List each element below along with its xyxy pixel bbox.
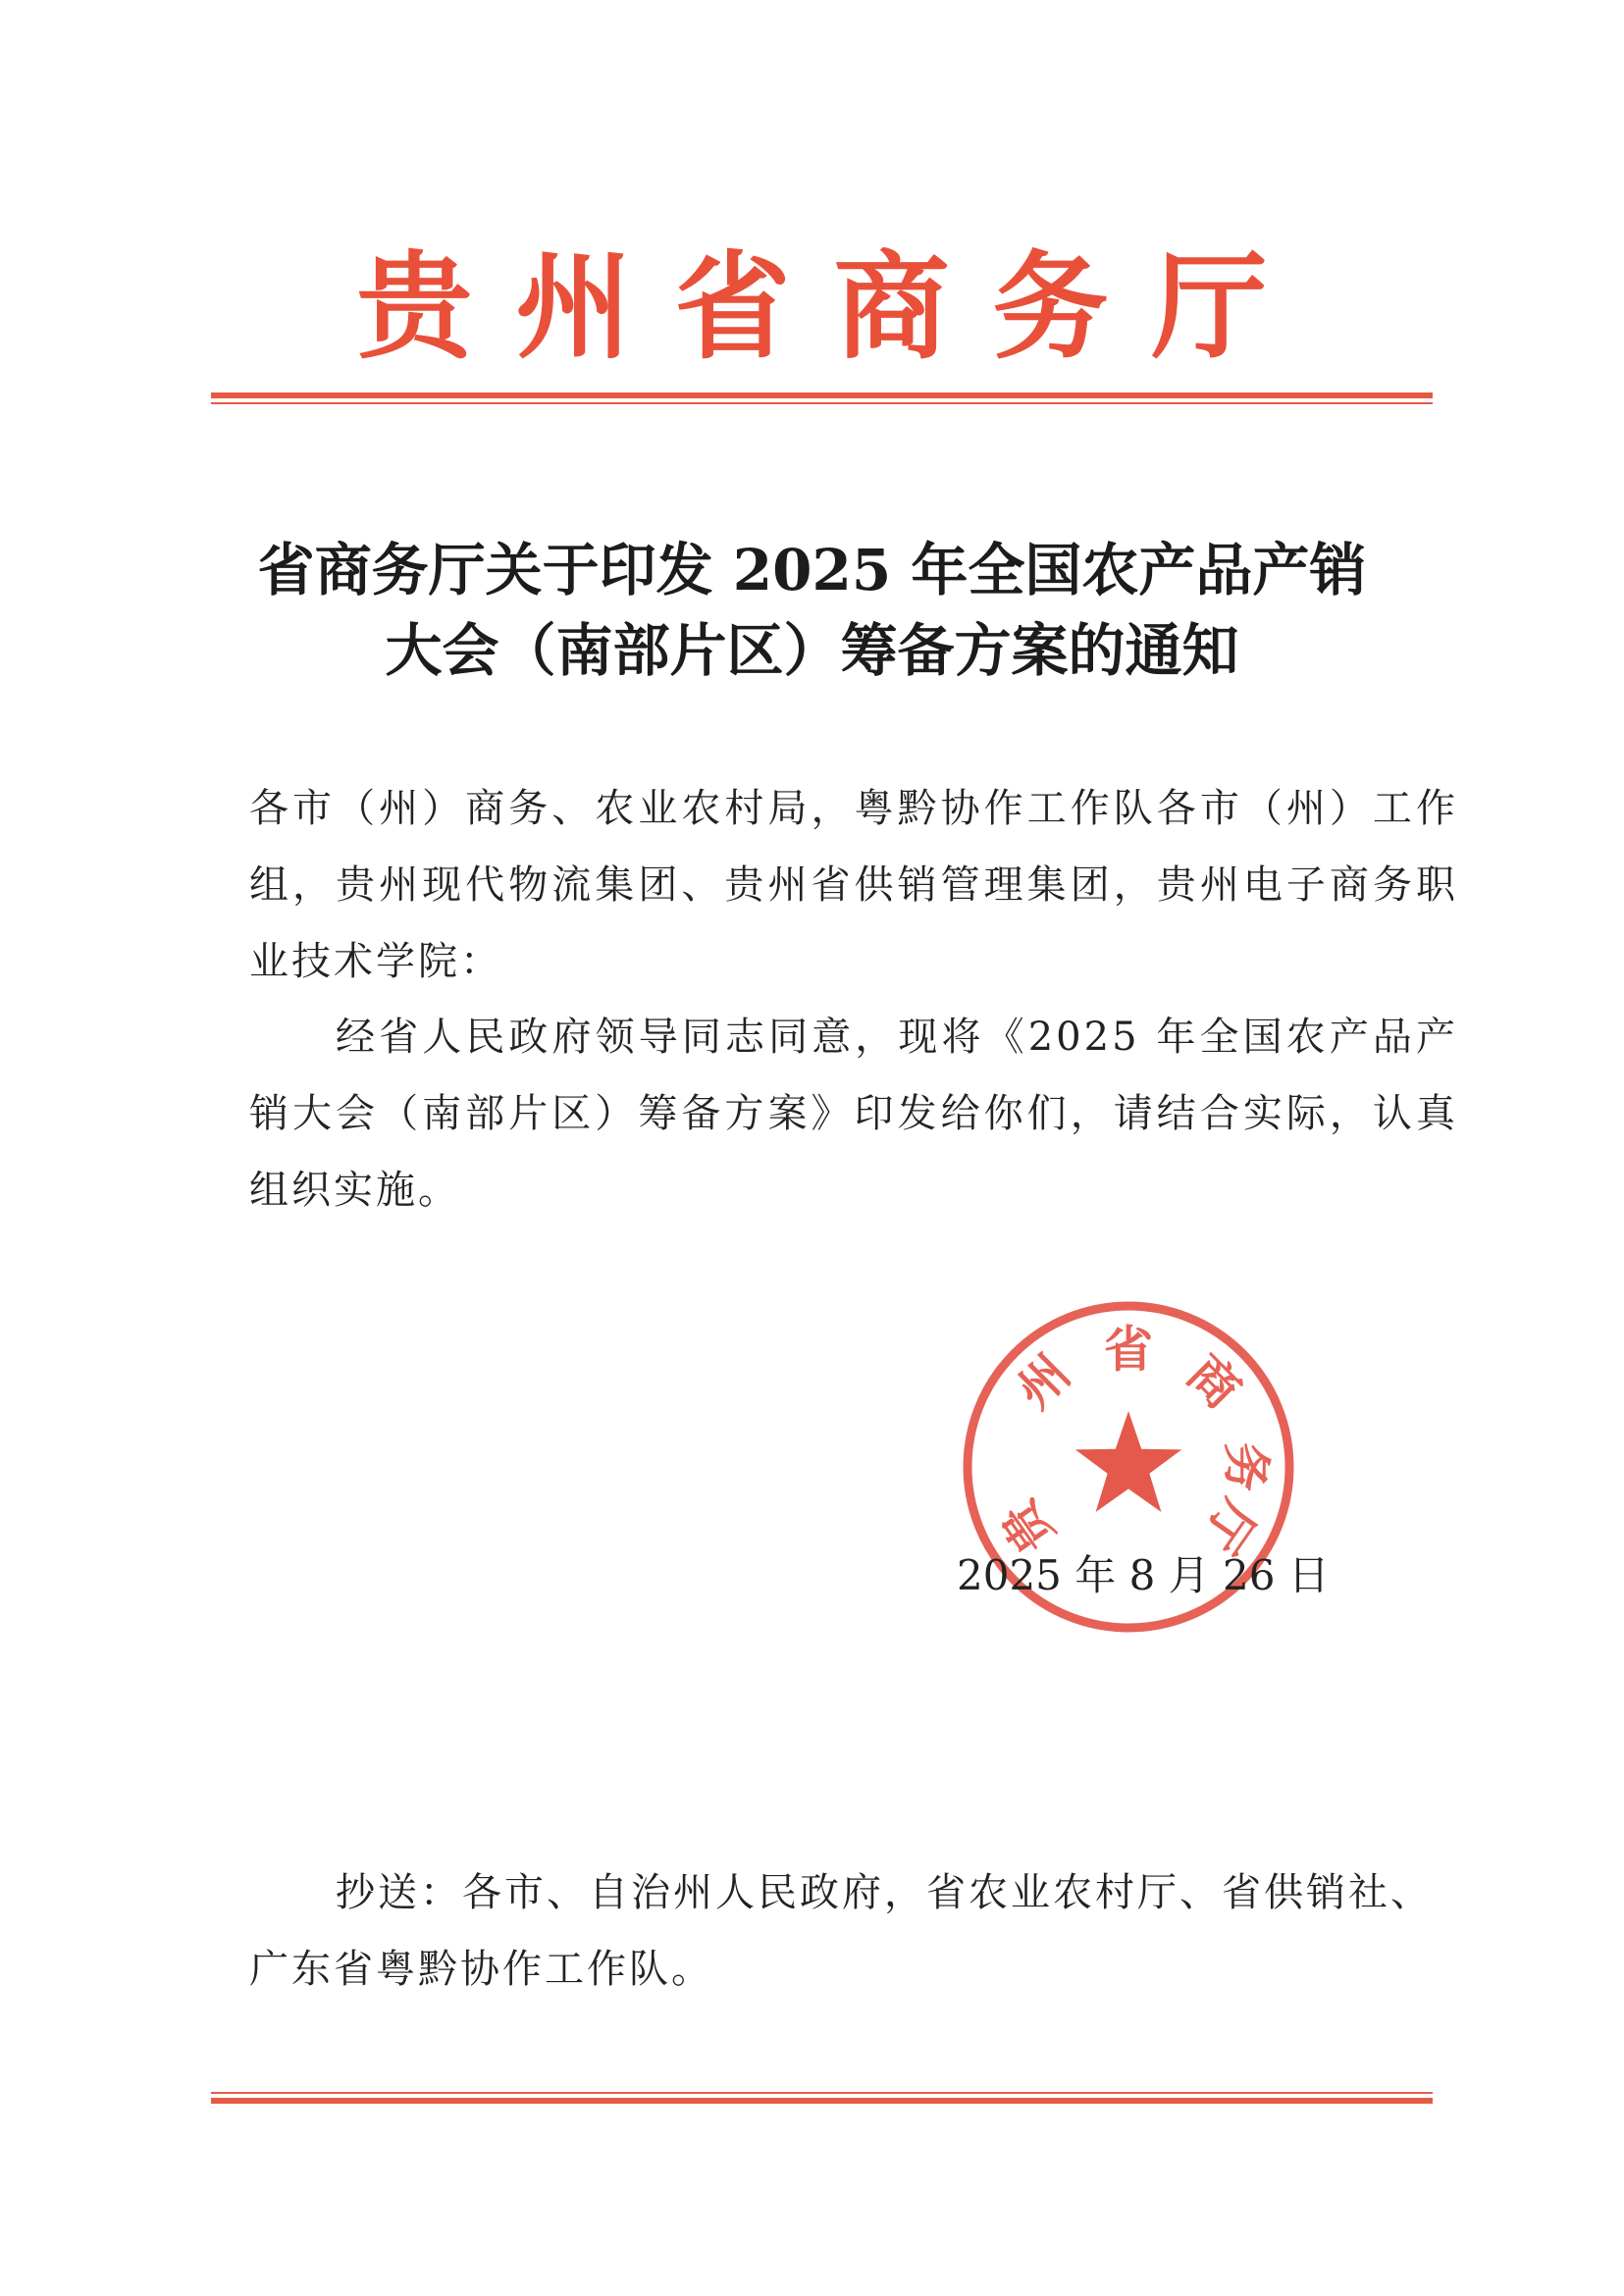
footer-rule-thin-line [211,2092,1433,2094]
main-paragraph: 经省人民政府领导同志同意，现将《2025 年全国农产品产销大会（南部片区）筹备方案》印发给你们，请结合实际，认真组织实施。 [249,1015,1458,1213]
header-red-rule [211,392,1433,404]
cc-line-2: 广东省粤黔协作工作队。 [249,1947,713,1992]
seal-character: 商 [1176,1343,1252,1420]
seal-character: 贵 [989,1489,1066,1564]
cc-section [249,1854,1458,2008]
seal-star-icon [1075,1411,1181,1512]
masthead-org-name: 贵州省商务厅 [356,239,1311,375]
seal-character: 务 [1217,1442,1276,1491]
document-title [196,530,1428,691]
header-rule-thick-line [211,392,1433,398]
document-title-line-1: 省商务厅关于印发 2025 年全国农产品产销 [257,537,1367,603]
recipients-paragraph: 各市（州）商务、农业农村局，粤黔协作工作队各市（州）工作组，贵州现代物流集团、贵州省供销管理集团，贵州电子商务职业技术学院： [249,786,1458,984]
document-title-line-2: 大会（南部片区）筹备方案的通知 [385,617,1239,684]
footer-red-rule [211,2092,1433,2104]
seal-character: 省 [1104,1320,1153,1379]
seal-character: 厅 [1191,1489,1268,1564]
cc-line-1: 抄送：各市、自治州人民政府，省农业农村厅、省供销社、 [336,1870,1433,1915]
header-rule-thin-line [211,402,1433,404]
footer-rule-thick-line [211,2098,1433,2104]
issue-date: 2025 年 8 月 26 日 [957,1551,1330,1599]
seal-character: 州 [1005,1343,1081,1420]
